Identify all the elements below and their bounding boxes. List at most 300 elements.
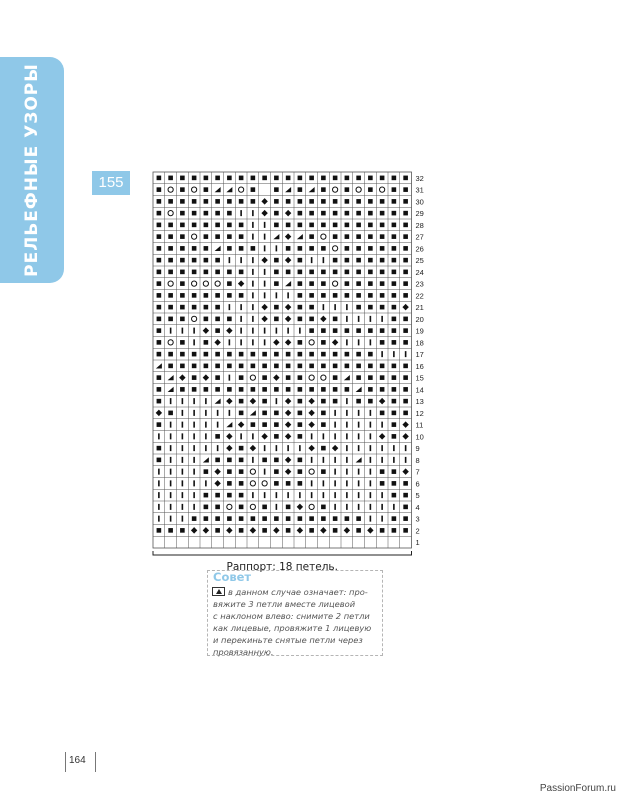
- stitch-square: [403, 375, 408, 380]
- stitch-square: [227, 270, 232, 275]
- stitch-square: [274, 223, 279, 228]
- stitch-square: [403, 258, 408, 263]
- row-number-label: 31: [415, 185, 424, 195]
- stitch-square: [356, 211, 361, 216]
- stitch-square: [356, 293, 361, 298]
- stitch-bar: [193, 469, 195, 475]
- stitch-bar: [358, 480, 360, 486]
- stitch-bar: [358, 433, 360, 439]
- stitch-square: [192, 199, 197, 204]
- stitch-bar: [205, 398, 207, 404]
- stitch-square: [180, 246, 185, 251]
- stitch-square: [392, 481, 397, 486]
- row-number-label: 9: [415, 444, 420, 454]
- stitch-square: [192, 223, 197, 228]
- stitch-square: [262, 422, 267, 427]
- stitch-square: [251, 387, 256, 392]
- stitch-square: [251, 199, 256, 204]
- stitch-bar: [264, 492, 266, 498]
- stitch-square: [392, 281, 397, 286]
- stitch-square: [168, 270, 173, 275]
- stitch-square: [298, 258, 303, 263]
- stitch-bar: [334, 457, 336, 463]
- stitch-square: [215, 270, 220, 275]
- stitch-square: [298, 481, 303, 486]
- stitch-square: [368, 352, 373, 357]
- stitch-square: [368, 211, 373, 216]
- stitch-bar: [170, 492, 172, 498]
- stitch-square: [239, 481, 244, 486]
- stitch-square: [262, 375, 267, 380]
- stitch-bar: [217, 422, 219, 428]
- stitch-square: [380, 246, 385, 251]
- folio-divider: [65, 752, 66, 772]
- stitch-square: [392, 270, 397, 275]
- stitch-square: [368, 270, 373, 275]
- stitch-square: [345, 211, 350, 216]
- stitch-square: [227, 364, 232, 369]
- stitch-square: [380, 223, 385, 228]
- stitch-bar: [311, 457, 313, 463]
- stitch-square: [298, 399, 303, 404]
- stitch-bar: [334, 422, 336, 428]
- stitch-square: [251, 352, 256, 357]
- row-number-label: 5: [415, 491, 420, 501]
- stitch-square: [321, 364, 326, 369]
- stitch-square: [215, 176, 220, 181]
- stitch-square: [192, 352, 197, 357]
- stitch-bar: [182, 422, 184, 428]
- stitch-square: [204, 270, 209, 275]
- stitch-square: [180, 364, 185, 369]
- row-number-label: 11: [415, 420, 424, 430]
- stitch-square: [333, 258, 338, 263]
- stitch-square: [239, 411, 244, 416]
- stitch-bar: [158, 480, 160, 486]
- stitch-bar: [334, 469, 336, 475]
- stitch-square: [380, 375, 385, 380]
- row-number-label: 13: [415, 397, 424, 407]
- stitch-square: [345, 199, 350, 204]
- stitch-square: [392, 340, 397, 345]
- stitch-square: [239, 270, 244, 275]
- stitch-square: [298, 340, 303, 345]
- row-number-label: 3: [415, 514, 420, 524]
- stitch-square: [286, 223, 291, 228]
- stitch-square: [180, 352, 185, 357]
- stitch-square: [333, 528, 338, 533]
- stitch-bar: [370, 492, 372, 498]
- stitch-square: [180, 528, 185, 533]
- stitch-bar: [252, 281, 254, 287]
- stitch-square: [274, 481, 279, 486]
- stitch-bar: [158, 469, 160, 475]
- stitch-square: [262, 176, 267, 181]
- stitch-square: [321, 328, 326, 333]
- stitch-square: [286, 199, 291, 204]
- stitch-square: [403, 516, 408, 521]
- stitch-square: [215, 328, 220, 333]
- stitch-square: [345, 293, 350, 298]
- stitch-square: [309, 246, 314, 251]
- stitch-square: [356, 199, 361, 204]
- stitch-bar: [346, 398, 348, 404]
- stitch-bar: [311, 492, 313, 498]
- stitch-bar: [393, 445, 395, 451]
- stitch-bar: [229, 410, 231, 416]
- stitch-square: [356, 223, 361, 228]
- stitch-square: [157, 281, 162, 286]
- stitch-bar: [276, 292, 278, 298]
- stitch-bar: [193, 504, 195, 510]
- row-number-label: 1: [415, 538, 420, 548]
- stitch-square: [368, 293, 373, 298]
- stitch-square: [403, 399, 408, 404]
- stitch-bar: [358, 469, 360, 475]
- stitch-square: [251, 364, 256, 369]
- stitch-square: [333, 176, 338, 181]
- tip-line: провязанную.: [213, 647, 274, 657]
- stitch-bar: [393, 351, 395, 357]
- stitch-square: [227, 293, 232, 298]
- stitch-square: [286, 352, 291, 357]
- stitch-bar: [158, 504, 160, 510]
- stitch-square: [392, 246, 397, 251]
- stitch-bar: [193, 492, 195, 498]
- stitch-bar: [346, 433, 348, 439]
- stitch-square: [403, 340, 408, 345]
- stitch-square: [309, 305, 314, 310]
- stitch-square: [333, 328, 338, 333]
- stitch-square: [251, 246, 256, 251]
- stitch-square: [321, 199, 326, 204]
- stitch-square: [286, 505, 291, 510]
- stitch-bar: [276, 328, 278, 334]
- stitch-bar: [276, 504, 278, 510]
- stitch-square: [321, 223, 326, 228]
- stitch-bar: [381, 457, 383, 463]
- stitch-square: [298, 211, 303, 216]
- stitch-square: [157, 223, 162, 228]
- stitch-square: [180, 317, 185, 322]
- stitch-square: [298, 422, 303, 427]
- stitch-bar: [381, 445, 383, 451]
- stitch-square: [157, 211, 162, 216]
- stitch-square: [274, 187, 279, 192]
- stitch-square: [368, 187, 373, 192]
- stitch-square: [274, 352, 279, 357]
- row-number-label: 25: [415, 256, 424, 266]
- stitch-square: [157, 270, 162, 275]
- stitch-bar: [334, 410, 336, 416]
- stitch-square: [215, 317, 220, 322]
- stitch-bar: [287, 445, 289, 451]
- stitch-square: [157, 176, 162, 181]
- stitch-square: [309, 516, 314, 521]
- row-number-label: 30: [415, 197, 424, 207]
- stitch-bar: [264, 245, 266, 251]
- stitch-square: [168, 317, 173, 322]
- stitch-square: [274, 387, 279, 392]
- stitch-bar: [358, 492, 360, 498]
- stitch-bar: [252, 316, 254, 322]
- stitch-bar: [311, 257, 313, 263]
- stitch-square: [298, 176, 303, 181]
- stitch-square: [345, 223, 350, 228]
- stitch-square: [321, 246, 326, 251]
- stitch-square: [274, 211, 279, 216]
- stitch-square: [239, 375, 244, 380]
- stitch-square: [392, 528, 397, 533]
- stitch-square: [239, 234, 244, 239]
- stitch-bar: [182, 457, 184, 463]
- stitch-bar: [182, 492, 184, 498]
- stitch-square: [286, 528, 291, 533]
- stitch-square: [215, 434, 220, 439]
- stitch-square: [333, 375, 338, 380]
- stitch-square: [392, 317, 397, 322]
- stitch-square: [286, 387, 291, 392]
- stitch-square: [368, 176, 373, 181]
- stitch-square: [356, 270, 361, 275]
- stitch-square: [204, 199, 209, 204]
- stitch-bar: [323, 433, 325, 439]
- stitch-bar: [299, 492, 301, 498]
- stitch-bar: [205, 445, 207, 451]
- stitch-bar: [229, 304, 231, 310]
- stitch-bar: [323, 492, 325, 498]
- stitch-square: [274, 422, 279, 427]
- stitch-bar: [370, 445, 372, 451]
- stitch-square: [180, 305, 185, 310]
- stitch-square: [274, 364, 279, 369]
- stitch-square: [215, 493, 220, 498]
- stitch-square: [321, 399, 326, 404]
- row-number-label: 32: [415, 173, 424, 183]
- stitch-bar: [358, 339, 360, 345]
- stitch-square: [356, 375, 361, 380]
- stitch-square: [309, 352, 314, 357]
- stitch-bar: [193, 398, 195, 404]
- stitch-square: [157, 293, 162, 298]
- stitch-square: [180, 387, 185, 392]
- stitch-square: [309, 293, 314, 298]
- stitch-square: [180, 187, 185, 192]
- stitch-square: [392, 364, 397, 369]
- stitch-bar: [287, 328, 289, 334]
- stitch-square: [215, 258, 220, 263]
- stitch-square: [403, 493, 408, 498]
- stitch-bar: [240, 304, 242, 310]
- stitch-bar: [370, 457, 372, 463]
- stitch-bar: [370, 469, 372, 475]
- stitch-square: [204, 223, 209, 228]
- stitch-bar: [182, 469, 184, 475]
- stitch-square: [251, 176, 256, 181]
- stitch-square: [309, 199, 314, 204]
- row-number-label: 21: [415, 303, 424, 313]
- stitch-square: [180, 340, 185, 345]
- stitch-square: [192, 305, 197, 310]
- stitch-square: [321, 446, 326, 451]
- stitch-bar: [334, 492, 336, 498]
- stitch-square: [309, 223, 314, 228]
- stitch-bar: [358, 445, 360, 451]
- stitch-bar: [264, 292, 266, 298]
- stitch-square: [380, 270, 385, 275]
- stitch-bar: [334, 480, 336, 486]
- stitch-bar: [264, 339, 266, 345]
- stitch-square: [204, 493, 209, 498]
- stitch-square: [274, 176, 279, 181]
- stitch-square: [157, 246, 162, 251]
- stitch-square: [168, 234, 173, 239]
- stitch-bar: [217, 445, 219, 451]
- stitch-square: [321, 293, 326, 298]
- stitch-square: [333, 270, 338, 275]
- stitch-square: [192, 516, 197, 521]
- stitch-square: [403, 481, 408, 486]
- stitch-bar: [381, 316, 383, 322]
- stitch-square: [298, 293, 303, 298]
- stitch-square: [368, 364, 373, 369]
- stitch-square: [309, 281, 314, 286]
- stitch-square: [309, 176, 314, 181]
- stitch-square: [204, 305, 209, 310]
- stitch-square: [227, 516, 232, 521]
- stitch-square: [298, 516, 303, 521]
- stitch-square: [392, 469, 397, 474]
- stitch-square: [157, 458, 162, 463]
- stitch-bar: [170, 433, 172, 439]
- stitch-bar: [182, 328, 184, 334]
- stitch-square: [239, 293, 244, 298]
- watermark: PassionForum.ru: [539, 783, 616, 794]
- stitch-square: [204, 211, 209, 216]
- stitch-square: [309, 211, 314, 216]
- stitch-square: [298, 364, 303, 369]
- stitch-square: [380, 481, 385, 486]
- stitch-square: [368, 223, 373, 228]
- stitch-square: [368, 246, 373, 251]
- stitch-bar: [240, 339, 242, 345]
- stitch-bar: [170, 516, 172, 522]
- stitch-square: [298, 469, 303, 474]
- stitch-square: [227, 387, 232, 392]
- stitch-bar: [405, 457, 407, 463]
- stitch-square: [321, 422, 326, 427]
- stitch-square: [274, 458, 279, 463]
- stitch-square: [239, 493, 244, 498]
- stitch-square: [345, 246, 350, 251]
- stitch-square: [309, 528, 314, 533]
- stitch-square: [157, 258, 162, 263]
- row-number-label: 4: [415, 502, 420, 512]
- stitch-square: [168, 176, 173, 181]
- stitch-bar: [170, 445, 172, 451]
- stitch-square: [262, 387, 267, 392]
- stitch-square: [239, 505, 244, 510]
- stitch-bar: [252, 304, 254, 310]
- stitch-square: [262, 399, 267, 404]
- stitch-square: [321, 340, 326, 345]
- row-number-label: 16: [415, 361, 424, 371]
- stitch-square: [157, 422, 162, 427]
- stitch-bar: [323, 257, 325, 263]
- stitch-bar: [264, 281, 266, 287]
- stitch-square: [239, 199, 244, 204]
- stitch-square: [168, 246, 173, 251]
- stitch-square: [227, 199, 232, 204]
- stitch-bar: [264, 234, 266, 240]
- stitch-square: [403, 528, 408, 533]
- stitch-square: [392, 399, 397, 404]
- stitch-square: [298, 375, 303, 380]
- stitch-square: [180, 211, 185, 216]
- stitch-square: [356, 281, 361, 286]
- row-number-label: 28: [415, 220, 424, 230]
- stitch-bar: [358, 316, 360, 322]
- stitch-bar: [252, 257, 254, 263]
- stitch-square: [403, 246, 408, 251]
- stitch-bar: [346, 445, 348, 451]
- stitch-bar: [252, 328, 254, 334]
- stitch-square: [345, 187, 350, 192]
- stitch-square: [403, 176, 408, 181]
- row-number-label: 23: [415, 279, 424, 289]
- stitch-square: [403, 187, 408, 192]
- row-number-label: 18: [415, 338, 424, 348]
- stitch-square: [298, 246, 303, 251]
- stitch-square: [298, 305, 303, 310]
- stitch-square: [204, 469, 209, 474]
- stitch-square: [157, 305, 162, 310]
- stitch-square: [298, 352, 303, 357]
- stitch-square: [333, 399, 338, 404]
- stitch-bar: [193, 422, 195, 428]
- stitch-square: [215, 223, 220, 228]
- stitch-square: [380, 199, 385, 204]
- row-number-label: 2: [415, 526, 420, 536]
- stitch-bar: [287, 492, 289, 498]
- stitch-square: [321, 505, 326, 510]
- row-number-label: 8: [415, 455, 420, 465]
- stitch-bar: [229, 339, 231, 345]
- stitch-square: [309, 317, 314, 322]
- stitch-square: [368, 387, 373, 392]
- pattern-number-badge: 155: [92, 171, 130, 195]
- stitch-square: [157, 528, 162, 533]
- stitch-bar: [240, 316, 242, 322]
- stitch-bar: [393, 504, 395, 510]
- stitch-bar: [370, 410, 372, 416]
- stitch-square: [403, 199, 408, 204]
- stitch-bar: [182, 445, 184, 451]
- stitch-square: [215, 458, 220, 463]
- row-number-label: 6: [415, 479, 420, 489]
- stitch-bar: [193, 433, 195, 439]
- stitch-bar: [205, 433, 207, 439]
- section-title: РЕЛЬЕФНЫЕ УЗОРЫ: [22, 63, 42, 277]
- stitch-bar: [370, 339, 372, 345]
- stitch-square: [333, 199, 338, 204]
- stitch-bar: [170, 480, 172, 486]
- stitch-bar: [287, 292, 289, 298]
- stitch-square: [215, 199, 220, 204]
- stitch-bar: [346, 492, 348, 498]
- stitch-square: [239, 223, 244, 228]
- stitch-square: [262, 364, 267, 369]
